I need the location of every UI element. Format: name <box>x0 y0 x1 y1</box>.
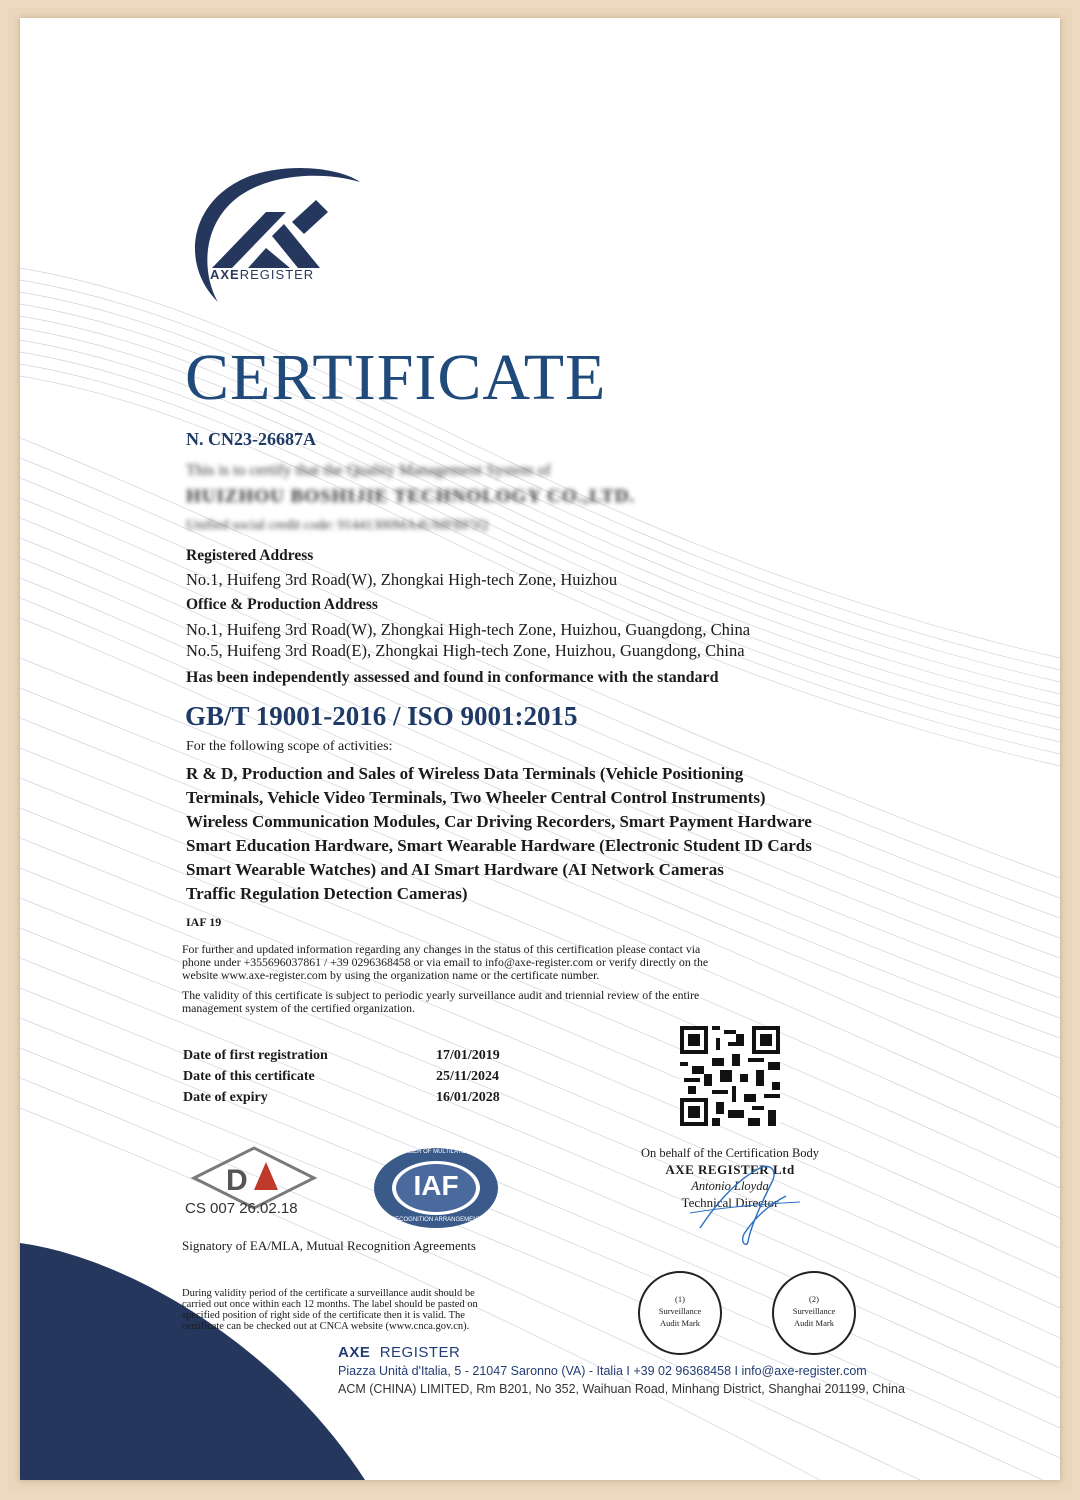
expiry-date-label: Date of expiry <box>183 1090 268 1105</box>
certificate-title: CERTIFICATE <box>185 341 607 414</box>
iaf-ring-top: MEMBER OF MULTILATERAL <box>395 1149 477 1155</box>
footer-address-china: ACM (CHINA) LIMITED, Rm B201, No 352, Waihuan Road, Minhang District, Shanghai 201199, China <box>338 1382 905 1396</box>
footer-company: AXE REGISTER <box>338 1344 461 1361</box>
surveillance-note-line: carried out once within each 12 months. The label should be pasted on <box>182 1299 478 1310</box>
first-registration-label: Date of first registration <box>183 1048 328 1063</box>
certificate-date-label: Date of this certificate <box>183 1069 315 1084</box>
credit-code: Unified social credit code: 91441300MA4UMFBF5Q <box>186 518 488 533</box>
certificate-date: 25/11/2024 <box>436 1069 500 1084</box>
office-address-2: No.5, Huifeng 3rd Road(E), Zhongkai High-tech Zone, Huizhou, Guangdong, China <box>186 641 745 660</box>
scope-line: Wireless Communication Modules, Car Driving Recorders, Smart Payment Hardware <box>186 812 812 831</box>
mark-line-2: Audit Mark <box>794 1318 834 1328</box>
expiry-date: 16/01/2028 <box>436 1090 500 1105</box>
conformance-statement: Has been independently assessed and found in conformance with the standard <box>186 669 719 686</box>
surveillance-note-line: certificate can be checked out at CNCA website (www.cnca.gov.cn). <box>182 1321 470 1332</box>
first-registration-date: 17/01/2019 <box>436 1048 500 1063</box>
office-address-label: Office & Production Address <box>186 596 378 613</box>
certify-intro: This is to certify that the Quality Management System of <box>186 462 551 479</box>
validity-line: The validity of this certificate is subject to periodic yearly surveillance audit and triennial review of the entire <box>182 988 700 1002</box>
certificate-paper <box>20 18 1060 1480</box>
mark-number: (2) <box>809 1294 819 1304</box>
handwritten-signature <box>660 1158 810 1248</box>
footer-address-italy: Piazza Unità d'Italia, 5 - 21047 Saronno (VA) - Italia I +39 02 96368458 I info@axe-register.com <box>338 1364 867 1378</box>
svg-text:D: D <box>226 1164 248 1197</box>
company-name: HUIZHOU BOSHIJIE TECHNOLOGY CO.,LTD. <box>186 486 636 507</box>
scope-intro: For the following scope of activities: <box>186 739 393 754</box>
surveillance-note-line: specified position of right side of the certificate then it is valid. The <box>182 1310 465 1321</box>
scope-line: Smart Wearable Watches) and AI Smart Hardware (AI Network Cameras <box>186 860 724 879</box>
signatory-role: Technical Director <box>681 1195 779 1210</box>
scope-line: Smart Education Hardware, Smart Wearable Hardware (Electronic Student ID Cards <box>186 836 812 855</box>
surveillance-note-line: During validity period of the certificate a surveillance audit should be <box>182 1288 475 1299</box>
standard-name: GB/T 19001-2016 / ISO 9001:2015 <box>185 701 578 731</box>
accreditation-code: CS 007 26.02.18 <box>185 1200 298 1217</box>
mark-number: (1) <box>675 1294 685 1304</box>
validity-line: management system of the certified organization. <box>182 1001 416 1015</box>
office-address-1: No.1, Huifeng 3rd Road(W), Zhongkai High-tech Zone, Huizhou, Guangdong, China <box>186 620 751 639</box>
iaf-code: IAF 19 <box>186 915 222 929</box>
scope-line: Traffic Regulation Detection Cameras) <box>186 884 468 903</box>
registered-address-label: Registered Address <box>186 547 314 564</box>
axe-register-logo <box>170 160 360 320</box>
signatory-statement: Signatory of EA/MLA, Mutual Recognition Agreements <box>182 1238 476 1253</box>
iaf-ring-bottom: RECOGNITION ARRANGEMENT <box>390 1217 482 1223</box>
surveillance-mark-2 <box>772 1271 856 1355</box>
registered-address: No.1, Huifeng 3rd Road(W), Zhongkai High-tech Zone, Huizhou <box>186 570 618 589</box>
info-line: For further and updated information regarding any changes in the status of this certification please contact via <box>182 942 701 956</box>
certification-body: AXE REGISTER Ltd <box>665 1162 795 1177</box>
info-line: website www.axe-register.com by using the organization name or the certificate number. <box>182 968 600 982</box>
surveillance-mark-1 <box>638 1271 722 1355</box>
signatory-name: Antonio Lloyda <box>691 1179 769 1193</box>
scope-line: R & D, Production and Sales of Wireless Data Terminals (Vehicle Positioning <box>186 764 744 783</box>
certificate-number: N. CN23-26687A <box>186 429 316 449</box>
scope-line: Terminals, Vehicle Video Terminals, Two Wheeler Central Control Instruments) <box>186 788 766 807</box>
mark-line-2: Audit Mark <box>660 1318 700 1328</box>
iaf-logo-text: IAF <box>413 1170 459 1201</box>
mark-line-1: Surveillance <box>792 1306 836 1316</box>
logo-wordmark: AXEREGISTER <box>210 267 315 282</box>
on-behalf-text: On behalf of the Certification Body <box>640 1146 820 1160</box>
info-line: phone under +355696037861 / +39 0296368458 or via email to info@axe-register.com or verify directly on the <box>182 955 709 969</box>
qr-code[interactable] <box>680 1026 780 1126</box>
mark-line-1: Surveillance <box>658 1306 702 1316</box>
